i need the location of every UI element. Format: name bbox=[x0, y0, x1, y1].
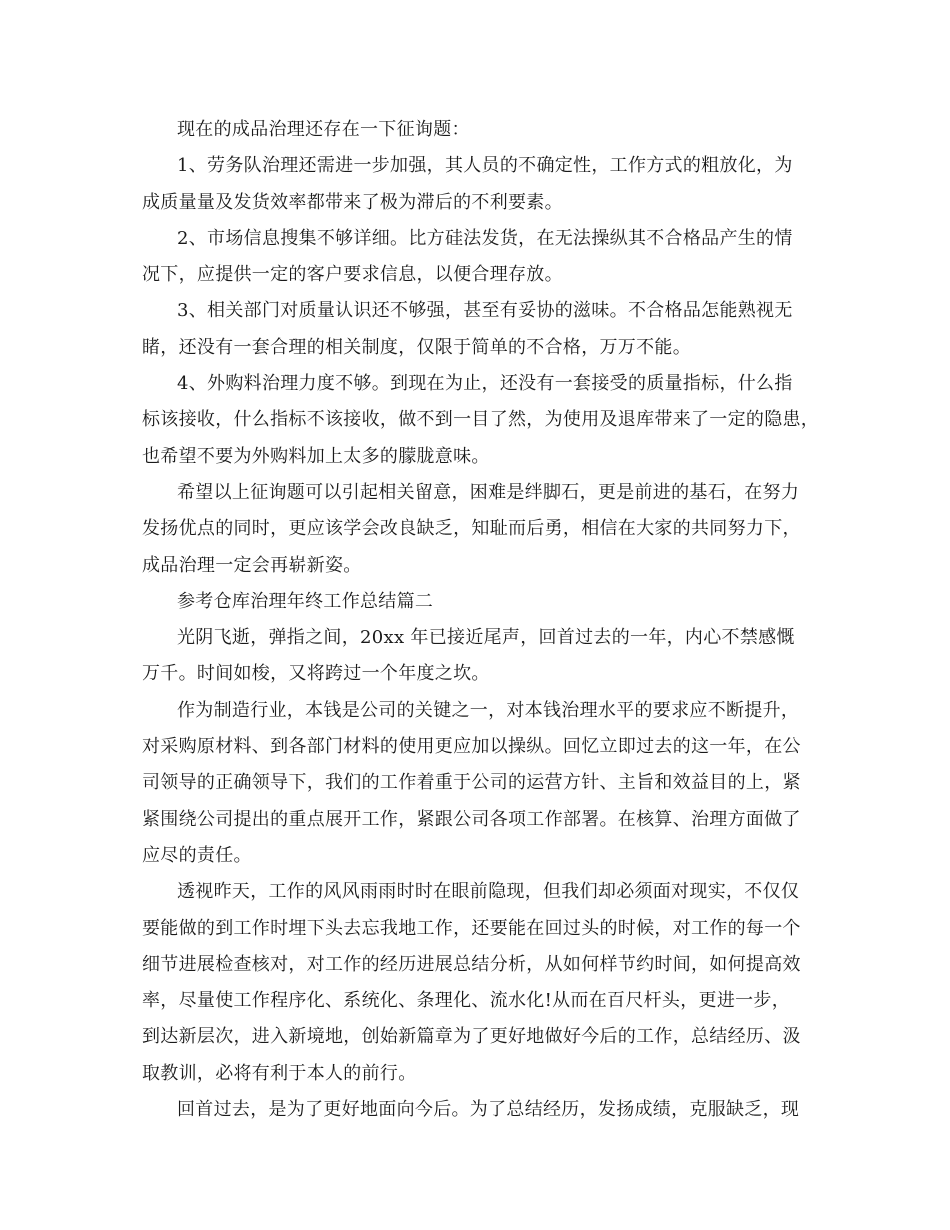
text-line: 4、外购料治理力度不够。到现在为止，还没有一套接受的质量指标，什么指 bbox=[177, 373, 793, 395]
text-line: 2、市场信息搜集不够详细。比方硅法发货，在无法操纵其不合格品产生的情 bbox=[177, 227, 793, 249]
text-line: 到达新层次，进入新境地，创始新篇章为了更好地做好今后的工作，总结经历、汲 bbox=[142, 1026, 801, 1048]
text-line: 标该接收，什么指标不该接收，做不到一目了然，为使用及退库带来了一定的隐患， bbox=[142, 409, 820, 431]
text-line: 应尽的责任。 bbox=[142, 844, 252, 866]
text-line: 司领导的正确领导下，我们的工作着重于公司的运营方针、主旨和效益目的上，紧 bbox=[142, 772, 801, 794]
text-line: 发扬优点的同时，更应该学会改良缺乏，知耻而后勇，相信在大家的共同努力下， bbox=[142, 518, 801, 540]
text-line: 1、劳务队治理还需进一步加强，其人员的不确定性，工作方式的粗放化，为 bbox=[177, 155, 793, 177]
text-line: 况下，应提供一定的客户要求信息，以便合理存放。 bbox=[142, 264, 563, 286]
text-line: 3、相关部门对质量认识还不够强，甚至有妥协的滋味。不合格品怎能熟视无 bbox=[177, 300, 793, 322]
text-line: 取教训，必将有利于本人的前行。 bbox=[142, 1062, 417, 1084]
text-line: 率，尽量使工作程序化、系统化、条理化、流水化!从而在百尺杆头，更进一步， bbox=[142, 990, 791, 1012]
section-heading: 参考仓库治理年终工作总结篇二 bbox=[177, 590, 434, 612]
text-line: 睹，还没有一套合理的相关制度，仅限于简单的不合格，万万不能。 bbox=[142, 336, 691, 358]
text-line: 现在的成品治理还存在一下征询题： bbox=[177, 119, 470, 140]
text-line: 万千。时间如梭，又将跨过一个年度之坎。 bbox=[142, 663, 490, 685]
text-line: 要能做的到工作时埋下头去忘我地工作，还要能在回过头的时候，对工作的每一个 bbox=[142, 917, 801, 939]
text-line: 透视昨天，工作的风风雨雨时时在眼前隐现，但我们却必须面对现实，不仅仅 bbox=[177, 881, 800, 903]
text-line: 对采购原材料、到各部门材料的使用更应加以操纵。回忆立即过去的这一年，在公 bbox=[142, 736, 801, 758]
text-line: 光阴飞逝，弹指之间，20xx 年已接近尾声，回首过去的一年，内心不禁感慨 bbox=[177, 627, 795, 649]
text-line: 希望以上征询题可以引起相关留意，困难是绊脚石，更是前进的基石，在努力 bbox=[177, 481, 800, 503]
text-line: 回首过去，是为了更好地面向今后。为了总结经历，发扬成绩，克服缺乏，现 bbox=[177, 1099, 800, 1121]
text-line: 作为制造行业，本钱是公司的关键之一，对本钱治理水平的要求应不断提升， bbox=[177, 699, 800, 721]
document-page bbox=[142, 112, 822, 1128]
text-line: 紧围绕公司提出的重点展开工作，紧跟公司各项工作部署。在核算、治理方面做了 bbox=[142, 808, 801, 830]
text-line: 细节进展检查核对，对工作的经历进展总结分析，从如何样节约时间，如何提高效 bbox=[142, 953, 801, 975]
text-line: 成品治理一定会再崭新姿。 bbox=[142, 554, 362, 576]
text-line: 也希望不要为外购料加上太多的朦胧意味。 bbox=[142, 445, 490, 467]
text-line: 成质量量及发货效率都带来了极为滞后的不利要素。 bbox=[142, 191, 563, 213]
